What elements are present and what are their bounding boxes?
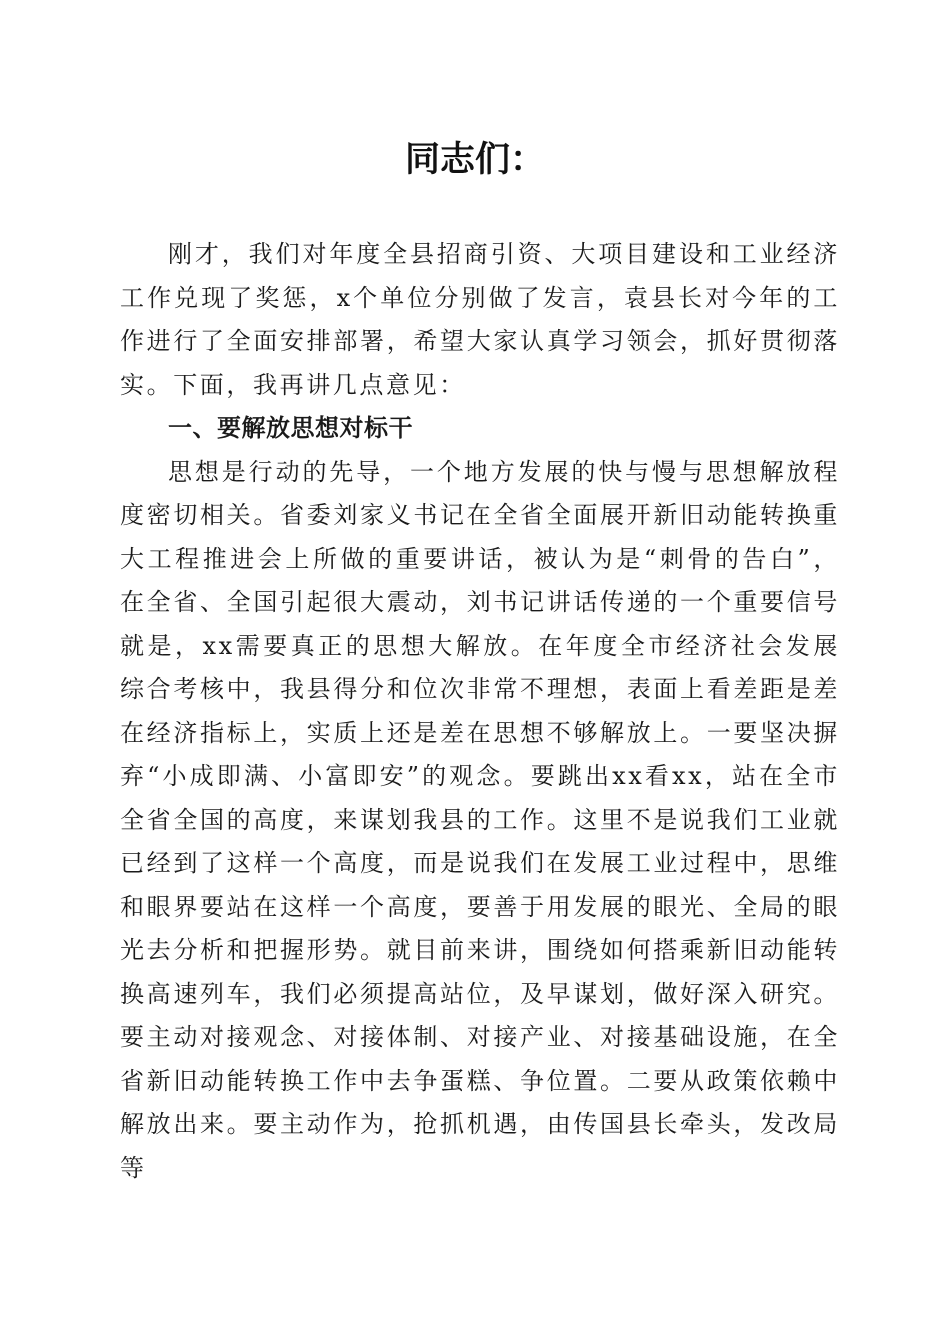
intro-paragraph: 刚才，我们对年度全县招商引资、大项目建设和工业经济工作兑现了奖惩，x个单位分别做了发言，袁县长对今年的工作进行了全面安排部署，希望大家认真学习领会，抓好贯彻落实。下面，我再讲几点意见： bbox=[120, 240, 840, 399]
section-paragraph: 思想是行动的先导，一个地方发展的快与慢与思想解放程度密切相关。省委刘家义书记在全省全面展开新旧动能转换重大工程推进会上所做的重要讲话，被认为是“刺骨的告白”，在全省、全国引起很大震动，刘书记讲话传递的一个重要信号就是，xx需要真正的思想大解放。在年度全市经济社会发展综合考核中，我县得分和位次非常不理想，表面上看差距是差在经济指标上，实质上还是差在思想不够解放上。一要坚决摒弃“小成即满、小富即安”的观念。要跳出xx看xx，站在全市全省全国的高度，来谋划我县的工作。这里不是说我们工业就已经到了这样一个高度，而是说我们在发展工业过程中，思维和眼界要站在这样一个高度，要善于用发展的眼光、全局的眼光去分析和把握形势。就目前来讲，围绕如何搭乘新旧动能转换高速列车，我们必须提高站位，及早谋划，做好深入研究。要主动对接观念、对接体制、对接产业、对接基础设施，在全省新旧动能转换工作中去争蛋糕、争位置。二要从政策依赖中解放出来。要主动作为，抢抓机遇，由传国县长牵头，发改局等 bbox=[120, 457, 840, 1182]
document-title: 同志们： bbox=[404, 139, 545, 180]
document-body bbox=[120, 233, 840, 1190]
section-heading: 一、要解放思想对标干 bbox=[168, 414, 413, 442]
